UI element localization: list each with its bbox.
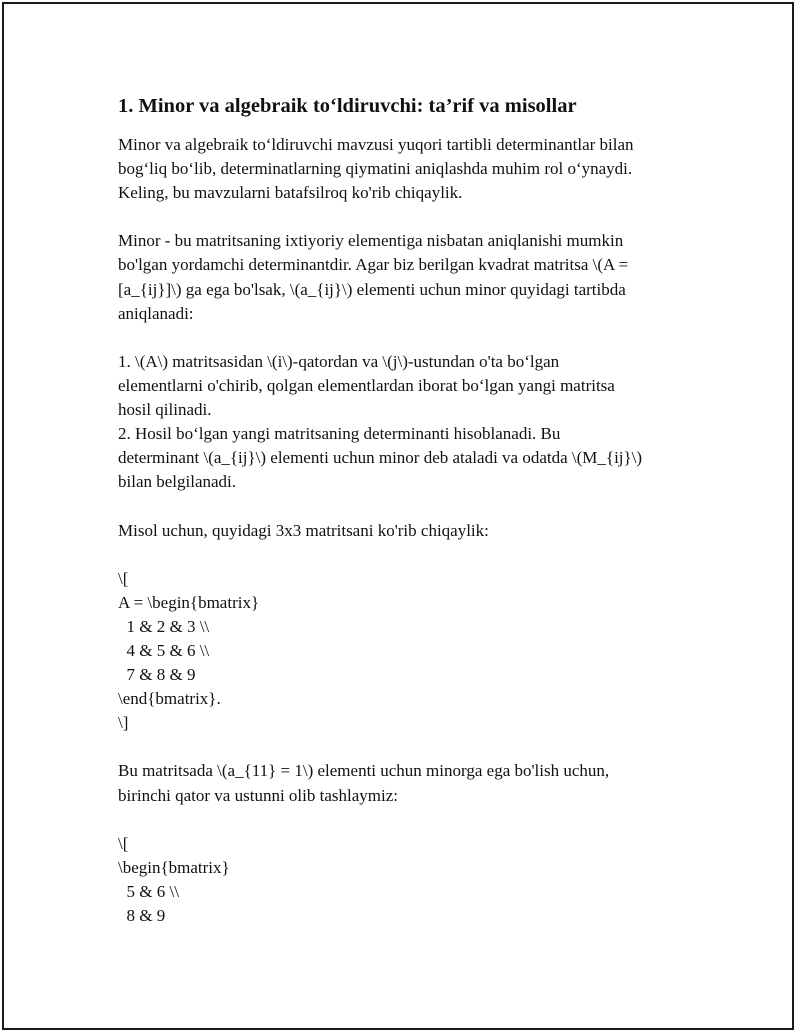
- list-item-line: bilan belgilanadi.: [118, 472, 237, 492]
- text-line: [a_{ij}]\) ga ega bo'lsak, \(a_{ij}\) elementi uchun minor quyidagi tartibda: [118, 279, 626, 299]
- formula-line: \]: [118, 713, 129, 733]
- document-title: 1. Minor va algebraik to‘ldiruvchi: ta’rif va misollar: [118, 95, 577, 117]
- list-item-line: elementlarni o'chirib, qolgan elementlardan iborat bo‘lgan yangi matritsa: [118, 375, 615, 395]
- text-line: Minor - bu matritsaning ixtiyoriy elementiga nisbatan aniqlanishi mumkin: [118, 231, 624, 251]
- formula-line: \[: [118, 833, 129, 853]
- blank-line: [118, 543, 718, 567]
- text-line: bo'lgan yordamchi determinantdir. Agar biz berilgan kvadrat matritsa \(A =: [118, 255, 629, 275]
- blank-line: [118, 808, 718, 832]
- text-line: Keling, bu mavzularni batafsilroq ko'rib chiqaylik.: [118, 183, 463, 203]
- text-line: birinchi qator va ustunni olib tashlaymiz:: [118, 785, 398, 805]
- text-line: Minor va algebraik to‘ldiruvchi mavzusi yuqori tartibli determinantlar bilan: [118, 135, 634, 154]
- blank-line: [118, 205, 718, 229]
- blank-line: [118, 494, 718, 518]
- text-line: aniqlanadi:: [118, 303, 194, 323]
- document-text: [118, 133, 718, 928]
- text-line: Bu matritsada \(a_{11} = 1\) elementi uchun minorga ega bo'lish uchun,: [118, 761, 610, 781]
- formula-line: \[: [118, 568, 129, 588]
- formula-line: 7 & 8 & 9: [118, 665, 196, 685]
- list-item-line: determinant \(a_{ij}\) elementi uchun minor deb ataladi va odatda \(M_{ij}\): [118, 448, 643, 468]
- formula-line: 5 & 6 \\: [118, 881, 179, 901]
- formula-line: 4 & 5 & 6 \\: [118, 640, 210, 660]
- formula-line: 1 & 2 & 3 \\: [118, 616, 210, 636]
- text-line: Misol uchun, quyidagi 3x3 matritsani ko'rib chiqaylik:: [118, 520, 489, 540]
- formula-line: 8 & 9: [118, 906, 166, 925]
- list-item-line: 1. \(A\) matritsasidan \(i\)-qatordan va \(j\)-ustundan o'ta bo‘lgan: [118, 351, 560, 371]
- text-line: bog‘liq bo‘lib, determinatlarning qiymatini aniqlashda muhim rol o‘ynaydi.: [118, 159, 633, 179]
- document-body: [118, 93, 718, 928]
- formula-line: \begin{bmatrix}: [118, 857, 230, 877]
- list-item-line: 2. Hosil bo‘lgan yangi matritsaning determinanti hisoblanadi. Bu: [118, 424, 561, 444]
- blank-line: [118, 735, 718, 759]
- list-item-line: hosil qilinadi.: [118, 400, 212, 420]
- formula-line: \end{bmatrix}.: [118, 689, 221, 709]
- blank-line: [118, 326, 718, 350]
- formula-line: A = \begin{bmatrix}: [118, 592, 260, 612]
